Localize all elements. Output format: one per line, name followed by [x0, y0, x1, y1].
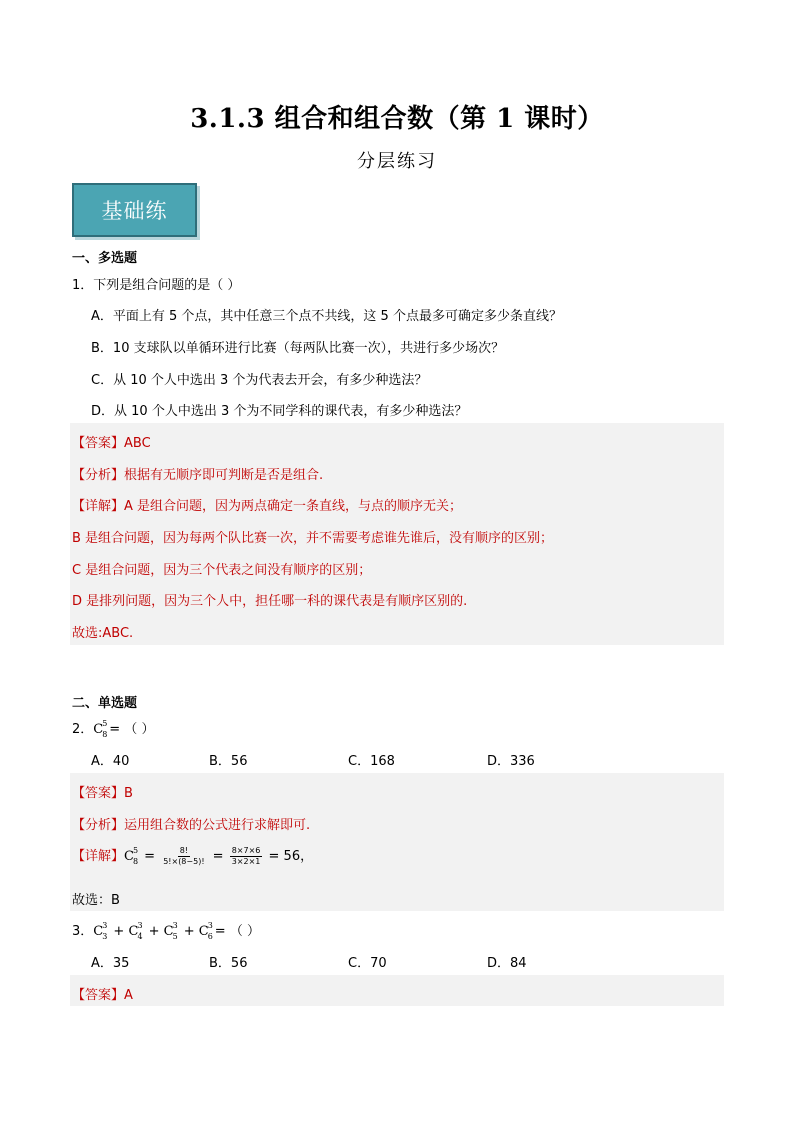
conclusion-line: 故选：B: [72, 893, 120, 908]
detail-line: D 是排列问题，因为三个人中，担任哪一科的课代表是有顺序区别的.: [72, 594, 468, 609]
question-2-option-c: C．168: [348, 754, 395, 769]
section-heading-single: 二、单选题: [72, 696, 138, 711]
question-2-option-b: B．56: [209, 754, 248, 769]
question-3-option-c: C．70: [348, 956, 387, 971]
question-3-stem: 3．C 3 3 + C 3 4 + C 3 5 + C 3 6 = （ ）: [72, 921, 260, 941]
question-1-option-a: A．平面上有 5 个点，其中任意三个点不共线，这 5 个点最多可确定多少条直线？: [91, 309, 562, 324]
analysis-line: 【分析】运用组合数的公式进行求解即可.: [72, 818, 311, 833]
question-2-solution: [70, 773, 724, 911]
page-title: 3.1.3 组合和组合数（第 1 课时）: [190, 104, 604, 134]
detail-line: C 是组合问题，因为三个代表之间没有顺序的区别；: [72, 563, 372, 578]
level-badge: 基础练: [72, 183, 197, 237]
detail-line: B 是组合问题，因为每两个队比赛一次，并不需要考虑谁先谁后，没有顺序的区别；: [72, 531, 554, 546]
question-1-solution: [70, 423, 724, 645]
question-3-option-a: A．35: [91, 956, 130, 971]
page-subtitle: 分层练习: [357, 151, 437, 172]
question-2-option-a: A．40: [91, 754, 130, 769]
detail-line: 【详解】A 是组合问题，因为两点确定一条直线，与点的顺序无关；: [72, 499, 463, 514]
question-3-solution: [70, 975, 724, 1006]
answer-line: 【答案】A: [72, 988, 133, 1003]
question-3-option-d: D．84: [487, 956, 527, 971]
section-heading-multi: 一、多选题: [72, 251, 138, 266]
conclusion-line: 故选:ABC.: [72, 626, 134, 641]
question-2-option-d: D．336: [487, 754, 535, 769]
question-1-stem: 1．下列是组合问题的是（ ）: [72, 278, 241, 293]
question-1-option-d: D．从 10 个人中选出 3 个为不同学科的课代表，有多少种选法？: [91, 404, 468, 419]
question-3-option-b: B．56: [209, 956, 248, 971]
analysis-line: 【分析】根据有无顺序即可判断是否是组合.: [72, 468, 324, 483]
answer-line: 【答案】B: [72, 786, 133, 801]
detail-line: 【详解】C 5 8 = $\frac{8!}{5!\times(8-5)!}$ = $\frac{8\times 7\times 6}{3\times 2\times 1}$ = 56，: [72, 846, 314, 866]
question-1-option-b: B．10 支球队以单循环进行比赛（每两队比赛一次），共进行多少场次？: [91, 341, 505, 356]
question-1-option-c: C．从 10 个人中选出 3 个为代表去开会，有多少种选法？: [91, 373, 428, 388]
answer-line: 【答案】ABC: [72, 436, 151, 451]
question-2-stem: 2．C 5 8 = （ ）: [72, 719, 155, 739]
